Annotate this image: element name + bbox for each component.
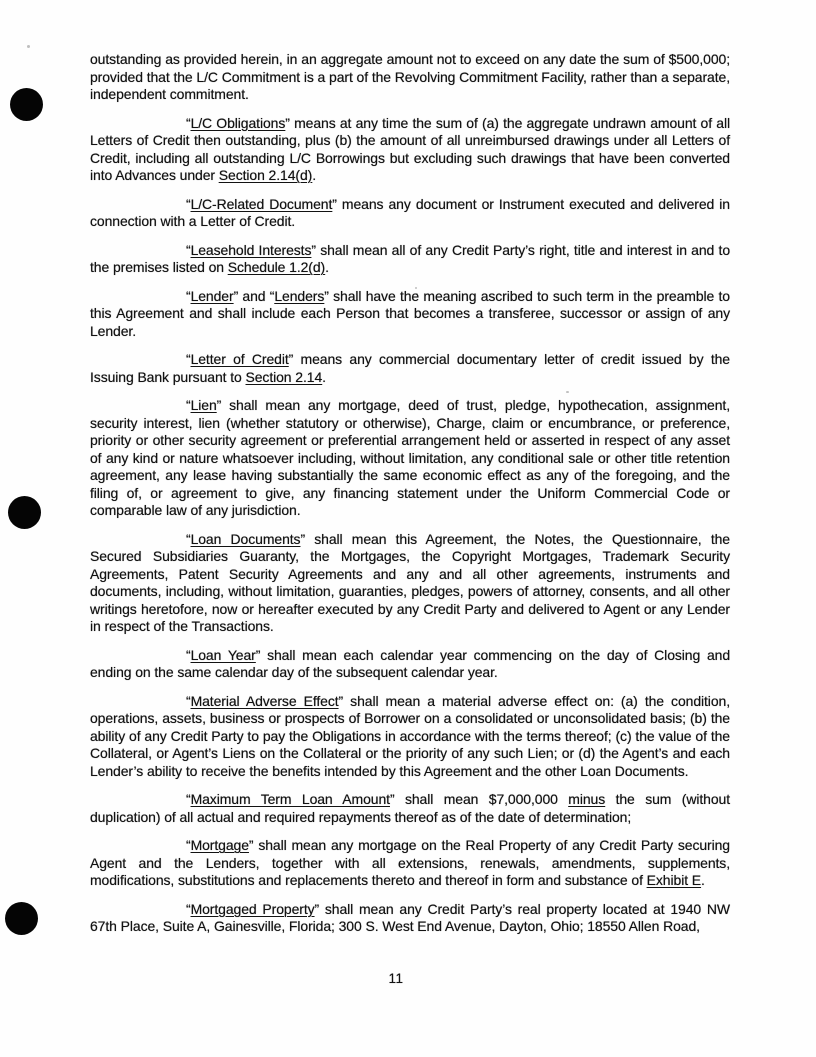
text-segment: ” means any document or Instrument executed and delivered in connection with a Letter of Credit.	[90, 195, 730, 229]
defined-term: minus	[568, 791, 606, 807]
page-number: 11	[388, 971, 404, 986]
text-segment: ” shall mean any mortgage on the Real Property of any Credit Party securing Agent and the Lenders, together with all extensions, renewals, amendments, supplements, modifications, substitutions and replacements thereto and thereof in form and substance of	[90, 837, 730, 888]
punch-hole-top	[10, 88, 43, 121]
defined-term: Loan Year	[190, 646, 256, 663]
defined-term: L/C Obligations	[190, 114, 286, 131]
text-segment: outstanding as provided herein, in an aggregate amount not to exceed on any date the sum of $500,000; provided that the L/C Commitment is a part of the Revolving Commitment Facility, rather than a separate, independent commitment.	[90, 51, 730, 102]
text-segment: ” shall mean a material adverse effect on: (a) the condition, operations, assets, business or prospects of Borrower on a consolidated or unconsolidated basis; (b) the ability of any Credit Party to pay the Obligations in accordance with the terms thereof; (c) the value of the Collateral, or Agent’s Liens on the Collateral or the priority of any such Lien; or (d) the Agent’s and each Lender’s ability to receive the benefits intended by this Agreement and the other Loan Documents.	[90, 692, 730, 779]
text-segment: .	[312, 167, 317, 183]
text-segment: “	[186, 241, 191, 258]
definition-lc-obligations	[90, 115, 730, 185]
continuation-paragraph	[90, 51, 730, 104]
text-segment: ” means at any time the sum of (a) the aggregate undrawn amount of all Letters of Credit then outstanding, plus (b) the amount of all unreimbursed drawings under all Letters of Credit, including all outstanding L/C Borrowings but excluding such drawings that have been converted into Advances under	[90, 114, 731, 183]
defined-term: Maximum Term Loan Amount	[190, 791, 390, 807]
definition-lien	[90, 397, 730, 520]
definition-lc-related-document	[90, 196, 730, 231]
text-segment: .	[325, 259, 329, 275]
text-segment: “	[186, 900, 191, 917]
definition-loan-year	[90, 647, 730, 682]
defined-term: L/C-Related Document	[190, 195, 333, 212]
defined-term: Letter of Credit	[190, 351, 289, 367]
punch-hole-bottom	[5, 902, 38, 935]
defined-term: Mortgage	[190, 837, 249, 853]
defined-term: Material Adverse Effect	[190, 692, 339, 709]
definition-mortgage	[90, 837, 730, 890]
text-segment: “	[186, 195, 191, 212]
text-segment: .	[322, 368, 326, 385]
text-segment: “	[186, 692, 191, 709]
defined-term: Lender	[190, 287, 234, 304]
definition-material-adverse-effect	[90, 693, 730, 781]
text-segment: “	[186, 837, 191, 853]
definition-maximum-term-loan-amount	[90, 791, 730, 826]
text-segment: “	[186, 397, 191, 413]
text-segment: ” shall have the meaning ascribed to such term in the preamble to this Agreement and shall include each Person that becomes a transferee, successor or assign of any Lender.	[90, 287, 730, 339]
text-segment: ” shall mean all of any Credit Party’s right, title and interest in and to the premises listed on	[90, 241, 731, 275]
defined-term: Leasehold Interests	[190, 241, 312, 258]
defined-term: Mortgaged Property	[190, 900, 315, 917]
defined-term: Loan Documents	[190, 530, 301, 547]
text-segment: “	[186, 646, 191, 663]
text-segment: .	[701, 872, 705, 888]
definition-letter-of-credit	[90, 351, 730, 386]
text-segment: ” and “	[233, 287, 275, 304]
definition-loan-documents	[90, 531, 730, 636]
definition-mortgaged-property	[90, 901, 730, 936]
text-segment: ” means any commercial documentary letter of credit issued by the Issuing Bank pursuant to	[90, 351, 730, 385]
text-segment: ” shall mean any mortgage, deed of trust, pledge, hypothecation, assignment, security interest, lien (whether statutory or otherwise), Charge, claim or encumbrance, or preference, priority or other security agreement or preferential arrangement held or asserted in respect of any asset of any kind or nature whatsoever including, without limitation, any conditional sale or other title retention agreement, any lease having substantially the same economic effect as any of the foregoing, and the filing of, or agreement to give, any financing statement under the Uniform Commercial Code or comparable law of any jurisdiction.	[90, 397, 730, 518]
defined-term: Lien	[190, 397, 217, 413]
definition-leasehold-interests	[90, 242, 730, 277]
text-segment: “	[186, 351, 191, 367]
text-segment: the sum (without duplication) of all actual and required repayments thereof as of the date of determination;	[90, 791, 731, 825]
defined-term: Section 2.14	[245, 368, 323, 385]
punch-hole-middle	[8, 496, 41, 529]
defined-term: Exhibit E	[646, 872, 702, 888]
text-segment: ” shall mean any Credit Party’s real property located at 1940 NW 67th Place, Suite A, Gainesville, Florida; 300 S. West End Avenue, Dayton, Ohio; 18550 Allen Road,	[90, 900, 730, 934]
text-segment: ” shall mean $7,000,000	[389, 791, 569, 807]
text-segment: “	[186, 287, 191, 304]
text-segment: “	[186, 530, 191, 547]
text-segment: “	[186, 791, 191, 807]
defined-term: Lenders	[274, 287, 325, 304]
text-segment: “	[186, 114, 191, 131]
definition-lender	[90, 288, 730, 341]
defined-term: Schedule 1.2(d)	[227, 259, 326, 275]
defined-term: Section 2.14(d)	[218, 167, 313, 183]
text-segment: ” shall mean this Agreement, the Notes, the Questionnaire, the Secured Subsidiaries Guaranty, the Mortgages, the Copyright Mortgages, Trademark Security Agreements, Patent Security Agreements and any and all other agreements, instruments and documents, including, without limitation, guaranties, pledges, powers of attorney, consents, and all other writings heretofore, now or hereafter executed by any Credit Party and delivered to Agent or any Lender in respect of the Transactions.	[90, 530, 730, 634]
scan-artifact	[27, 45, 30, 48]
text-segment: ” shall mean each calendar year commencing on the day of Closing and ending on the same calendar day of the subsequent calendar year.	[90, 646, 731, 680]
document-body	[90, 51, 730, 947]
